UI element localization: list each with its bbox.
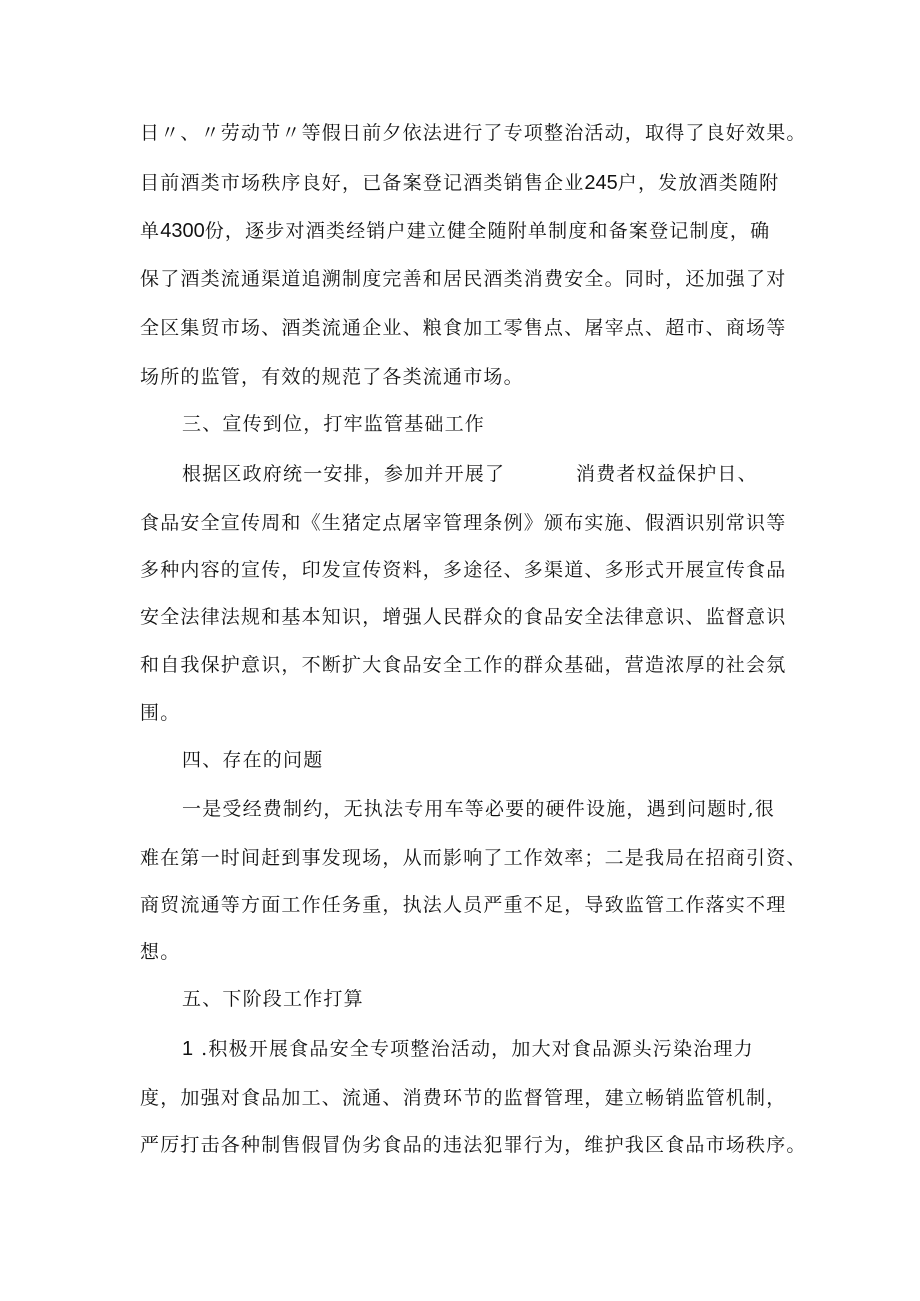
section-heading [182, 411, 485, 437]
text-segment: 户，发放酒类随附 [617, 172, 780, 194]
section-heading [182, 986, 364, 1012]
text-segment: 度，加强对食品加工、流通、消费环节的监督管理，建立畅销监管机制， [140, 1087, 787, 1109]
text-segment: 商贸流通等方面工作任务重，执法人员严重不足，导致监管工作落实不理 [140, 894, 787, 916]
number-value: 245 [584, 172, 618, 194]
text-segment: 和自我保护意识，不断扩大食品安全工作的群众基础，营造浓厚的社会氛 [140, 654, 787, 676]
number-value: 4300 [160, 220, 205, 242]
paragraph-line [140, 1132, 807, 1158]
text-segment: 全区集贸市场、酒类流通企业、粮食加工零售点、屠宰点、超市、商场等 [140, 317, 787, 339]
paragraph-line [140, 120, 807, 146]
text-segment: 份，逐步对酒类经销户建立健全随附单制度和备案登记制度，确 [204, 220, 771, 242]
text-segment: 想。 [140, 941, 181, 963]
text-segment: 日〃、〃劳动节〃等假日前夕依法进行了专项整治活动，取得了良好效果。 [140, 122, 807, 144]
paragraph-line [140, 892, 786, 918]
paragraph-line [576, 461, 758, 487]
paragraph-line [140, 652, 786, 678]
paragraph-line [140, 266, 786, 292]
paragraph-line [182, 461, 505, 487]
text-segment: 根据区政府统一安排，参加并开展了 [182, 463, 506, 485]
text-segment: 严厉打击各种制售假冒伪劣食品的违法犯罪行为，维护我区食品市场秩序。 [140, 1134, 807, 1156]
text-segment: 难在第一时间赶到事发现场，从而影响了工作效率；二是我局在招商引资、 [140, 847, 807, 869]
text-segment: 保了酒类流通渠道追溯制度完善和居民酒类消费安全。同时，还加强了对 [140, 268, 787, 290]
paragraph-line [140, 364, 524, 390]
heading-text: 五、下阶段工作打算 [182, 988, 364, 1010]
paragraph-line [140, 700, 180, 726]
paragraph-line [140, 218, 770, 244]
text-segment: 一是受经费制约，无执法专用车等必要的硬件设施，遇到问题时,很 [182, 798, 776, 820]
paragraph-line [140, 1085, 786, 1111]
heading-text: 四、存在的问题 [182, 749, 324, 771]
paragraph-line [140, 557, 786, 583]
paragraph-line [140, 604, 786, 630]
heading-text: 三、宣传到位，打牢监管基础工作 [182, 413, 486, 435]
paragraph-line [140, 845, 807, 871]
section-heading [182, 747, 323, 773]
text-segment: 单 [140, 220, 161, 242]
text-segment: 安全法律法规和基本知识，增强人民群众的食品安全法律意识、监督意识 [140, 606, 787, 628]
list-number: 1 [182, 1038, 194, 1060]
text-segment: 多种内容的宣传，印发宣传资料，多途径、多渠道、多形式开展宣传食品 [140, 559, 787, 581]
paragraph-line [140, 510, 786, 536]
text-segment: 场所的监管，有效的规范了各类流通市场。 [140, 366, 524, 388]
paragraph-line [140, 939, 180, 965]
paragraph-line [140, 315, 786, 341]
paragraph-line [182, 796, 775, 822]
text-segment: 目前酒类市场秩序良好，已备案登记酒类销售企业 [140, 172, 585, 194]
paragraph-line [140, 170, 779, 196]
text-segment: .积极开展食品安全专项整治活动，加大对食品源头污染治理力 [201, 1038, 754, 1060]
list-item-line [182, 1036, 754, 1062]
text-segment: 食品安全宣传周和《生猪定点屠宰管理条例》颁布实施、假酒识别常识等 [140, 512, 787, 534]
text-segment: 消费者权益保护日、 [576, 463, 758, 485]
text-segment: 围。 [140, 702, 181, 724]
